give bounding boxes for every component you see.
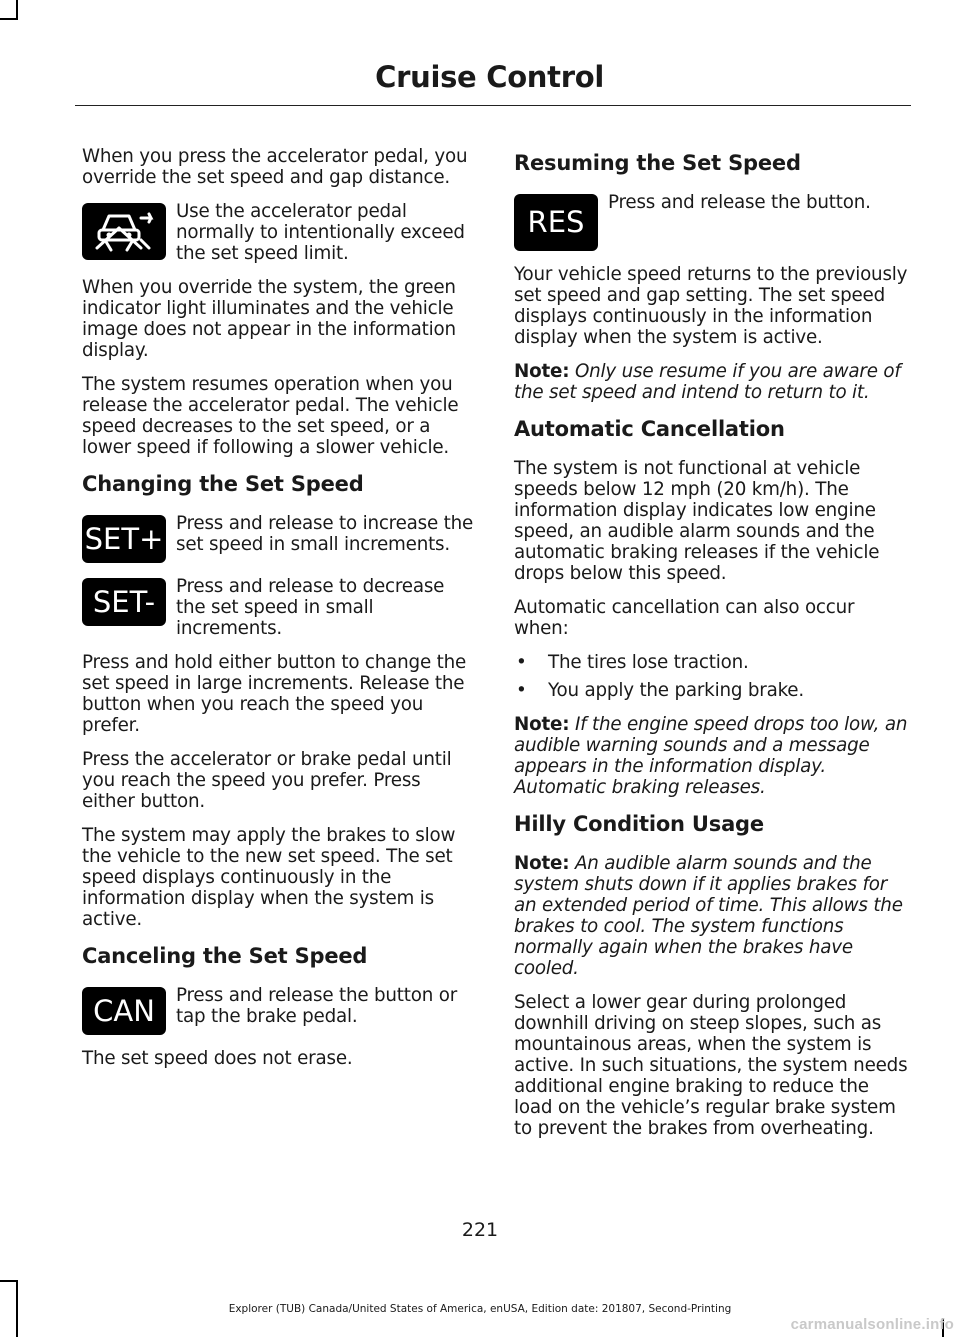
note-label: Note: bbox=[514, 361, 570, 382]
list-item: • The tires lose traction. bbox=[514, 652, 909, 673]
can-button-icon: CAN bbox=[82, 987, 166, 1035]
note bbox=[514, 853, 909, 979]
paragraph: Automatic cancellation can also occur when: bbox=[514, 597, 855, 639]
paragraph: When you press the accelerator pedal, you override the set speed and gap distance. bbox=[82, 146, 468, 188]
section-heading: Automatic Cancellation bbox=[514, 417, 785, 441]
list-item: • You apply the parking brake. bbox=[514, 680, 909, 701]
note bbox=[514, 714, 909, 798]
set-minus-instruction bbox=[82, 576, 478, 639]
instruction-text: Press and release the button. bbox=[608, 192, 871, 213]
set-minus-button-icon: SET- bbox=[82, 578, 166, 626]
note bbox=[514, 361, 909, 403]
paragraph: The system is not functional at vehicle speeds below 12 mph (20 km/h). The information display indicates low engine speed, an audible alarm sounds and the automatic braking releases if the vehicle drops below this speed. bbox=[514, 458, 880, 584]
set-plus-instruction bbox=[82, 513, 478, 563]
note-label: Note: bbox=[514, 714, 570, 735]
cancel-instruction bbox=[82, 985, 478, 1035]
section-heading: Hilly Condition Usage bbox=[514, 812, 764, 836]
watermark: carmanualsonline.info bbox=[790, 1316, 954, 1333]
page-title: Cruise Control bbox=[375, 60, 604, 94]
accelerator-instruction bbox=[82, 201, 478, 264]
note-text: If the engine speed drops too low, an audible warning sounds and a message appears in the information display. Automatic braking releases. bbox=[514, 714, 908, 798]
page-number: 221 bbox=[461, 1219, 499, 1241]
paragraph: The set speed does not erase. bbox=[82, 1048, 353, 1069]
paragraph: Press and hold either button to change the set speed in large increments. Release the button when you reach the speed you prefer. bbox=[82, 652, 467, 736]
crop-mark bbox=[0, 18, 18, 20]
instruction-text: Press and release to increase the set speed in small increments. bbox=[176, 513, 474, 555]
paragraph: Select a lower gear during prolonged downhill driving on steep slopes, such as mountainous areas, when the system is active. In such situations, the system needs additional engine braking to reduce the load on the vehicle’s regular brake system to prevent the brakes from overheating. bbox=[514, 992, 908, 1139]
edition-footer: Explorer (TUB) Canada/United States of America, enUSA, Edition date: 201807, Second-Printing bbox=[228, 1303, 732, 1315]
instruction-text: Press and release to decrease the set speed in small increments. bbox=[176, 576, 445, 639]
instruction-text: Press and release the button or tap the brake pedal. bbox=[176, 985, 458, 1027]
section-heading: Canceling the Set Speed bbox=[82, 944, 368, 968]
resume-instruction bbox=[514, 192, 909, 251]
paragraph: Press the accelerator or brake pedal until you reach the speed you prefer. Press either button. bbox=[82, 749, 452, 812]
section-heading: Resuming the Set Speed bbox=[514, 151, 801, 175]
left-column bbox=[82, 146, 478, 1082]
right-column bbox=[514, 146, 909, 1152]
instruction-text: Use the accelerator pedal normally to intentionally exceed the set speed limit. bbox=[176, 201, 465, 264]
accelerator-override-icon bbox=[82, 203, 166, 260]
note-text: An audible alarm sounds and the system shuts down if it applies brakes for an extended period of time. This allows the brakes to cool. The system functions normally again when the brakes have cooled. bbox=[514, 853, 903, 979]
paragraph: The system may apply the brakes to slow the vehicle to the new set speed. The set speed displays continuously in the information display when the system is active. bbox=[82, 825, 456, 930]
res-button-icon: RES bbox=[514, 194, 598, 251]
note-label: Note: bbox=[514, 853, 570, 874]
paragraph: The system resumes operation when you release the accelerator pedal. The vehicle speed decreases to the set speed, or a lower speed if following a slower vehicle. bbox=[82, 374, 459, 458]
note-text: Only use resume if you are aware of the set speed and intend to return to it. bbox=[514, 361, 901, 403]
paragraph: Your vehicle speed returns to the previously set speed and gap setting. The set speed displays continuously in the information display when the system is active. bbox=[514, 264, 908, 348]
set-plus-button-icon: SET+ bbox=[82, 515, 166, 563]
bullet-list bbox=[514, 652, 909, 701]
paragraph: When you override the system, the green indicator light illuminates and the vehicle image does not appear in the information display. bbox=[82, 277, 456, 361]
crop-mark bbox=[16, 0, 18, 20]
section-heading: Changing the Set Speed bbox=[82, 472, 364, 496]
crop-mark bbox=[0, 1280, 18, 1282]
header-rule bbox=[75, 105, 911, 106]
